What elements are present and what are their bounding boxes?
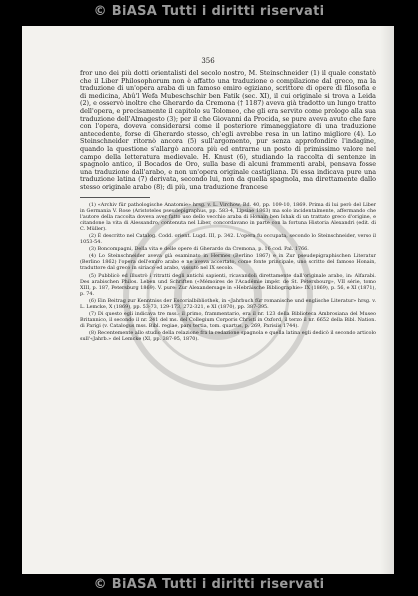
footnote: (4) Lo Steinschneider aveva già esaminato in Hermes (Berlino 1867) e in Zur pseudepigraphischen Literatur (Berlino 1862) l'opera dell'emiro arabo e ne aveva accertato, come fonte principale, uno scritto del famoso Honain, traduttore dal greco in siriaco ed arabo, vissuto nel IX secolo. <box>80 253 376 272</box>
watermark-top: © BiASA Tutti i diritti riservati <box>93 4 325 19</box>
footnote: (8) Recentemente allo studio della relazione fra la redazione spagnola e quella latina egli dedicò il secondo articolo sull'«Jahrb.» del Lemcke (XI, pp. 387-95, 1870). <box>80 330 376 343</box>
watermark-bottom: © BiASA Tutti i diritti riservati <box>93 577 325 592</box>
body-paragraph: fror uno dei più dotti orientalisti del secolo nostro, M. Steinschneider (1) il quale constatò che il Liber Philosophorum non è affatto una traduzione o compilazione dal greco, ma la traduzione di un'opera araba di un famoso emiro egiziano, scrittore di opere di filosofia e di medicina, Abû'l Wefa Mubeschschir ben Fatik (sec. XI), il cui originale si trova a Leida (2), e osservò inoltre che Gherardo da Cremona († 1187) aveva già tradotto un lungo tratto dell'opera, e precisamente il capitolo su Tolomeo, che gli era servito come prologo alla sua traduzione dell'Almagesto (3); per il che Giovanni da Procida, se pure aveva avuto che fare con l'opera, doveva considerarsi come il posteriore rimaneggiatore di una traduzione antecedente, forse di Gherardo stesso, ch'egli avrebbe resa in un latino migliore (4). Lo Steinschneider ritornò ancora (5) sull'argomento, pur senza approfondire l'indagine, quando la questione s'allargò ancora più ed entrarne un posto di primissimo valore nel campo della letteratura medievale. H. Knust (6), studiando la raccolta di sentenze in spagnolo antico, il Bocados de Oro, sulla base di alcuni frammenti arabi, pensava fosse una traduzione dall'arabo, e non un'opera originale castigliana. Di essa indicava pure una traduzione latina (7) derivata, secondo lui, non da quella spagnola, ma direttamente dallo stesso originale arabo (8); di più, una traduzione francese <box>80 69 376 191</box>
footnote: (2) È descritto nel Catalog. Codd. orient. Lugd. III, p. 342. L'opera fu occupata, secondo lo Steinschneider, verso il 1053-54. <box>80 232 376 246</box>
footnote-separator <box>80 197 150 198</box>
footnote: (1) «Archiv für pathologische Anatomie» hrsg. v. L. Virchow, Bd. 40, pp. 109-10, 1869. Prima di lui però del Liber in Germania V. Rose (Aristoteles pseudepigraphus, pp. 583-4, Lipsiae 1863) ma solo incidentalmente, affermando che l'autore della raccolta doveva aver fatto uso dello vecchio araba di Honain ben Ishak di un trattato greco d'origine, e citandone la vita di Alessandro, contenuta nel Liber, concordavano in parte con la fortuna Historia Alexandri (edit. di C. Müller). <box>80 201 376 232</box>
footnotes <box>80 202 376 343</box>
text-block <box>80 70 376 343</box>
footnote: (5) Pubblicò ed illustrò i ritratti degli antichi sapienti, ricavandoli direttamente dall'originale arabo, in: Alfarabi. Des arabischen Philos. Leben und Schriften («Mémoires de l'Académie impér. de St. Pétersbourg», VII série, tomo XIII, p. 187, Petersburg 1869). V. pure: Zur Alexandersage in «Hebräische Bibliographie» IX (1869), p. 56, e XI (1871), p. 74. <box>80 272 376 297</box>
page-number: 356 <box>201 57 215 65</box>
footnote: (7) Di questo egli indicava tre mss.: il primo, frammentario, era il nr. 123 della Biblioteca Ambrosiana del Museo Britannico, il secondo il nr. 241 del ms. del Collegium Corporis Christi in Oxford, il terzo il nr. 6652 della Bibl. Nation. di Parigi (v. Catalogus mss. Bibl. regiae, pars tertia, tom. quartus, p. 269, Parisiis 1744). <box>80 311 376 330</box>
footnote: (6) Ein Beitrag zur Kenntniss der Escorialbibliothek, in «Jahrbuch für romanische und englische Literatur» hrsg. v. L. Lemcke, X (1869), pp. 53-73, 129-173, 272-321, e XI (1870), pp. 387-395. <box>80 297 376 310</box>
footnote: (3) Boncompagni, Della vita e delle opere di Gherardo da Cremona, p. 16 cod. Pal. 1766. <box>89 246 309 253</box>
document-page <box>22 26 394 574</box>
